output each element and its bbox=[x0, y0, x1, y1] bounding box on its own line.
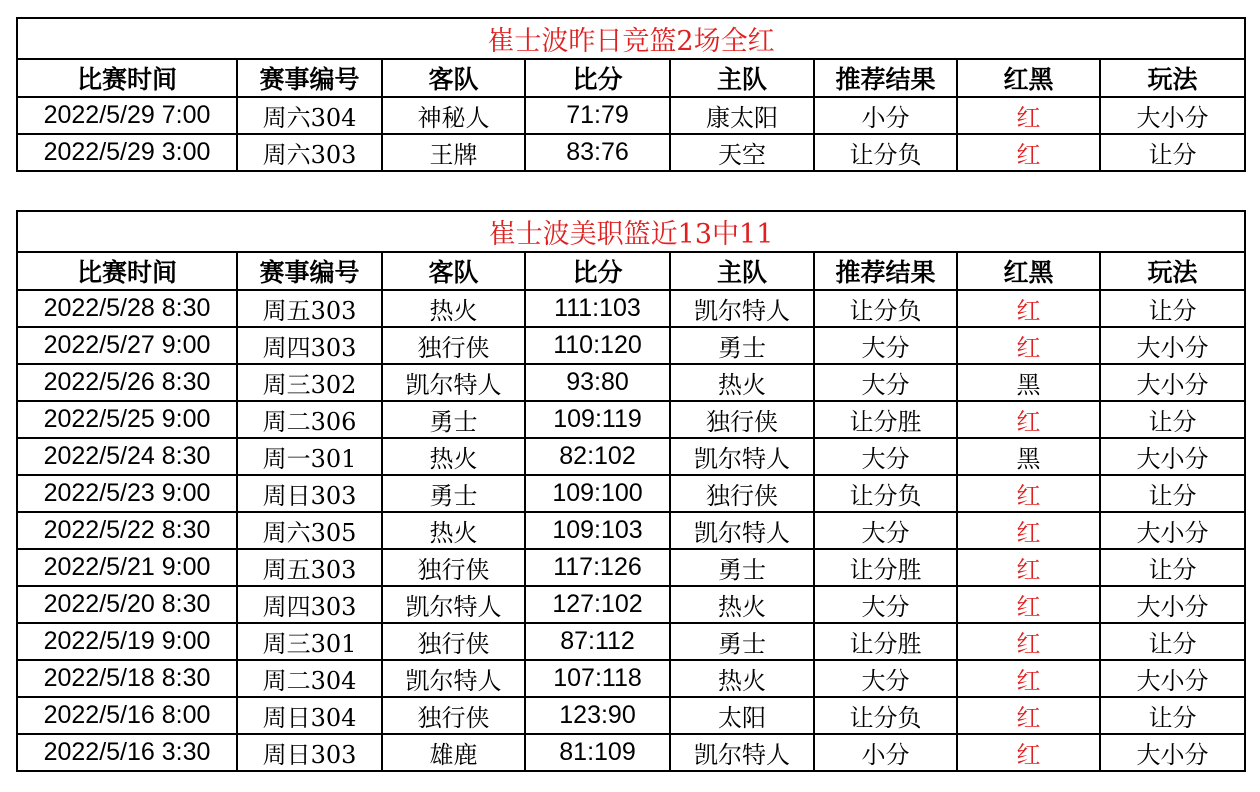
cell-home-team: 热火 bbox=[670, 660, 814, 697]
table-row bbox=[17, 660, 1245, 697]
cell-home-team: 勇士 bbox=[670, 327, 814, 364]
table-row bbox=[17, 97, 1245, 134]
cell-away-team: 独行侠 bbox=[382, 549, 525, 586]
cell-play-type: 大小分 bbox=[1100, 660, 1245, 697]
table-row bbox=[17, 623, 1245, 660]
cell-match-id: 周六305 bbox=[237, 512, 382, 549]
cell-time: 2022/5/16 3:30 bbox=[17, 734, 237, 771]
cell-match-id: 周五303 bbox=[237, 290, 382, 327]
cell-match-id: 周三302 bbox=[237, 364, 382, 401]
cell-away-team: 凯尔特人 bbox=[382, 364, 525, 401]
cell-away-team: 勇士 bbox=[382, 401, 525, 438]
cell-recommendation: 大分 bbox=[814, 660, 957, 697]
header-recommendation: 推荐结果 bbox=[814, 252, 957, 290]
cell-away-team: 凯尔特人 bbox=[382, 660, 525, 697]
cell-red-black: 红 bbox=[957, 697, 1100, 734]
table-row bbox=[17, 134, 1245, 171]
cell-red-black: 黑 bbox=[957, 364, 1100, 401]
cell-play-type: 让分 bbox=[1100, 134, 1245, 171]
cell-time: 2022/5/27 9:00 bbox=[17, 327, 237, 364]
header-row bbox=[17, 59, 1245, 97]
cell-play-type: 大小分 bbox=[1100, 512, 1245, 549]
cell-time: 2022/5/21 9:00 bbox=[17, 549, 237, 586]
cell-match-id: 周日304 bbox=[237, 697, 382, 734]
table-title-row bbox=[17, 211, 1245, 252]
cell-recommendation: 大分 bbox=[814, 364, 957, 401]
header-away-team: 客队 bbox=[382, 59, 525, 97]
header-score: 比分 bbox=[525, 59, 670, 97]
table-row bbox=[17, 327, 1245, 364]
cell-red-black: 红 bbox=[957, 134, 1100, 171]
cell-score: 111:103 bbox=[525, 290, 670, 327]
cell-recommendation: 大分 bbox=[814, 512, 957, 549]
cell-match-id: 周四303 bbox=[237, 586, 382, 623]
cell-home-team: 凯尔特人 bbox=[670, 290, 814, 327]
header-red-black: 红黑 bbox=[957, 59, 1100, 97]
table-row bbox=[17, 512, 1245, 549]
nba-record-table bbox=[16, 210, 1246, 772]
cell-score: 109:100 bbox=[525, 475, 670, 512]
cell-home-team: 天空 bbox=[670, 134, 814, 171]
cell-red-black: 红 bbox=[957, 586, 1100, 623]
cell-home-team: 热火 bbox=[670, 364, 814, 401]
cell-match-id: 周四303 bbox=[237, 327, 382, 364]
cell-away-team: 王牌 bbox=[382, 134, 525, 171]
table-spacer bbox=[16, 172, 1244, 210]
cell-play-type: 大小分 bbox=[1100, 438, 1245, 475]
cell-match-id: 周二304 bbox=[237, 660, 382, 697]
cell-away-team: 热火 bbox=[382, 290, 525, 327]
cell-play-type: 让分 bbox=[1100, 475, 1245, 512]
cell-recommendation: 让分胜 bbox=[814, 401, 957, 438]
header-row bbox=[17, 252, 1245, 290]
cell-away-team: 神秘人 bbox=[382, 97, 525, 134]
cell-red-black: 红 bbox=[957, 623, 1100, 660]
cell-time: 2022/5/18 8:30 bbox=[17, 660, 237, 697]
cell-home-team: 凯尔特人 bbox=[670, 438, 814, 475]
cell-time: 2022/5/28 8:30 bbox=[17, 290, 237, 327]
header-time: 比赛时间 bbox=[17, 59, 237, 97]
cell-time: 2022/5/23 9:00 bbox=[17, 475, 237, 512]
cell-recommendation: 让分负 bbox=[814, 134, 957, 171]
cell-play-type: 让分 bbox=[1100, 290, 1245, 327]
table-title: 崔士波美职篮近13中11 bbox=[17, 211, 1245, 252]
table-row bbox=[17, 475, 1245, 512]
cell-score: 109:103 bbox=[525, 512, 670, 549]
header-play-type: 玩法 bbox=[1100, 252, 1245, 290]
cell-red-black: 红 bbox=[957, 734, 1100, 771]
cell-play-type: 大小分 bbox=[1100, 586, 1245, 623]
page bbox=[16, 17, 1244, 772]
cell-red-black: 红 bbox=[957, 290, 1100, 327]
table-title-row bbox=[17, 18, 1245, 59]
header-time: 比赛时间 bbox=[17, 252, 237, 290]
table-row bbox=[17, 697, 1245, 734]
cell-play-type: 让分 bbox=[1100, 623, 1245, 660]
cell-time: 2022/5/29 7:00 bbox=[17, 97, 237, 134]
cell-score: 87:112 bbox=[525, 623, 670, 660]
cell-play-type: 大小分 bbox=[1100, 97, 1245, 134]
cell-play-type: 让分 bbox=[1100, 549, 1245, 586]
cell-time: 2022/5/20 8:30 bbox=[17, 586, 237, 623]
cell-score: 83:76 bbox=[525, 134, 670, 171]
yesterday-results-table bbox=[16, 17, 1246, 172]
table-row bbox=[17, 734, 1245, 771]
cell-play-type: 让分 bbox=[1100, 401, 1245, 438]
cell-red-black: 红 bbox=[957, 549, 1100, 586]
cell-recommendation: 大分 bbox=[814, 438, 957, 475]
cell-play-type: 让分 bbox=[1100, 697, 1245, 734]
table-title: 崔士波昨日竞篮2场全红 bbox=[17, 18, 1245, 59]
cell-time: 2022/5/26 8:30 bbox=[17, 364, 237, 401]
cell-match-id: 周一301 bbox=[237, 438, 382, 475]
cell-recommendation: 让分胜 bbox=[814, 623, 957, 660]
cell-recommendation: 让分负 bbox=[814, 697, 957, 734]
cell-score: 71:79 bbox=[525, 97, 670, 134]
table-row bbox=[17, 401, 1245, 438]
cell-away-team: 独行侠 bbox=[382, 697, 525, 734]
cell-match-id: 周六303 bbox=[237, 134, 382, 171]
cell-home-team: 凯尔特人 bbox=[670, 734, 814, 771]
cell-score: 109:119 bbox=[525, 401, 670, 438]
cell-away-team: 独行侠 bbox=[382, 327, 525, 364]
cell-match-id: 周二306 bbox=[237, 401, 382, 438]
cell-recommendation: 让分负 bbox=[814, 475, 957, 512]
cell-home-team: 独行侠 bbox=[670, 401, 814, 438]
cell-home-team: 热火 bbox=[670, 586, 814, 623]
header-match-id: 赛事编号 bbox=[237, 252, 382, 290]
cell-score: 127:102 bbox=[525, 586, 670, 623]
cell-play-type: 大小分 bbox=[1100, 734, 1245, 771]
cell-recommendation: 让分胜 bbox=[814, 549, 957, 586]
cell-home-team: 独行侠 bbox=[670, 475, 814, 512]
cell-score: 93:80 bbox=[525, 364, 670, 401]
header-away-team: 客队 bbox=[382, 252, 525, 290]
cell-home-team: 太阳 bbox=[670, 697, 814, 734]
cell-score: 110:120 bbox=[525, 327, 670, 364]
cell-home-team: 勇士 bbox=[670, 549, 814, 586]
table-row bbox=[17, 549, 1245, 586]
header-recommendation: 推荐结果 bbox=[814, 59, 957, 97]
header-play-type: 玩法 bbox=[1100, 59, 1245, 97]
cell-away-team: 雄鹿 bbox=[382, 734, 525, 771]
header-red-black: 红黑 bbox=[957, 252, 1100, 290]
cell-time: 2022/5/16 8:00 bbox=[17, 697, 237, 734]
cell-match-id: 周日303 bbox=[237, 734, 382, 771]
cell-away-team: 热火 bbox=[382, 438, 525, 475]
cell-score: 123:90 bbox=[525, 697, 670, 734]
cell-red-black: 黑 bbox=[957, 438, 1100, 475]
cell-away-team: 勇士 bbox=[382, 475, 525, 512]
cell-time: 2022/5/19 9:00 bbox=[17, 623, 237, 660]
cell-time: 2022/5/22 8:30 bbox=[17, 512, 237, 549]
cell-recommendation: 让分负 bbox=[814, 290, 957, 327]
cell-recommendation: 小分 bbox=[814, 734, 957, 771]
cell-match-id: 周五303 bbox=[237, 549, 382, 586]
table-row bbox=[17, 586, 1245, 623]
cell-play-type: 大小分 bbox=[1100, 364, 1245, 401]
cell-away-team: 热火 bbox=[382, 512, 525, 549]
cell-time: 2022/5/29 3:00 bbox=[17, 134, 237, 171]
cell-home-team: 勇士 bbox=[670, 623, 814, 660]
table-body bbox=[17, 97, 1245, 171]
cell-red-black: 红 bbox=[957, 512, 1100, 549]
cell-away-team: 凯尔特人 bbox=[382, 586, 525, 623]
cell-red-black: 红 bbox=[957, 327, 1100, 364]
cell-play-type: 大小分 bbox=[1100, 327, 1245, 364]
table-body bbox=[17, 290, 1245, 771]
cell-score: 107:118 bbox=[525, 660, 670, 697]
cell-score: 117:126 bbox=[525, 549, 670, 586]
cell-score: 81:109 bbox=[525, 734, 670, 771]
header-home-team: 主队 bbox=[670, 252, 814, 290]
cell-home-team: 康太阳 bbox=[670, 97, 814, 134]
table-row bbox=[17, 438, 1245, 475]
cell-red-black: 红 bbox=[957, 401, 1100, 438]
cell-recommendation: 大分 bbox=[814, 327, 957, 364]
table-row bbox=[17, 364, 1245, 401]
cell-time: 2022/5/25 9:00 bbox=[17, 401, 237, 438]
cell-away-team: 独行侠 bbox=[382, 623, 525, 660]
cell-recommendation: 大分 bbox=[814, 586, 957, 623]
cell-home-team: 凯尔特人 bbox=[670, 512, 814, 549]
cell-match-id: 周日303 bbox=[237, 475, 382, 512]
header-match-id: 赛事编号 bbox=[237, 59, 382, 97]
cell-time: 2022/5/24 8:30 bbox=[17, 438, 237, 475]
cell-red-black: 红 bbox=[957, 97, 1100, 134]
table-row bbox=[17, 290, 1245, 327]
cell-red-black: 红 bbox=[957, 660, 1100, 697]
header-score: 比分 bbox=[525, 252, 670, 290]
cell-red-black: 红 bbox=[957, 475, 1100, 512]
cell-recommendation: 小分 bbox=[814, 97, 957, 134]
cell-match-id: 周六304 bbox=[237, 97, 382, 134]
header-home-team: 主队 bbox=[670, 59, 814, 97]
cell-score: 82:102 bbox=[525, 438, 670, 475]
cell-match-id: 周三301 bbox=[237, 623, 382, 660]
